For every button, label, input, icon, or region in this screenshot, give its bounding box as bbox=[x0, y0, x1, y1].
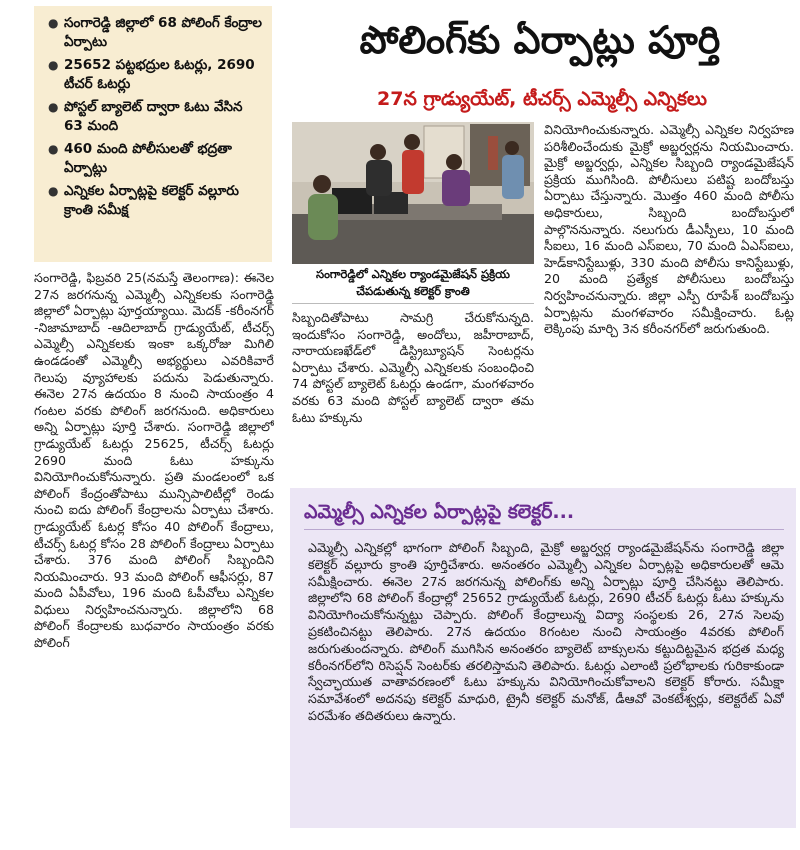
photo-caption: సంగారెడ్డిలో ఎన్నికల ర్యాండమైజేషన్ ప్రక్రియ చేపడుతున్న కలెక్టర్ క్రాంతి bbox=[292, 264, 534, 304]
collector-meeting-illustration bbox=[292, 122, 534, 264]
subheadline: 27న గ్రాడ్యుయేట్, టీచర్స్ ఎమ్మెల్సీ ఎన్నికలు bbox=[377, 88, 707, 110]
highlights-box bbox=[34, 6, 272, 262]
highlight-item: ● ఎన్నికల ఏర్పాట్లపై కలెక్టర్ వల్లూరు క్రాంతి సమీక్ష bbox=[48, 182, 264, 220]
box-body: ఎమ్మెల్సీ ఎన్నికల్లో భాగంగా పోలింగ్ సిబ్బంది, మైక్రో అబ్జర్వర్ల ర్యాండమైజేషన్‌ను సంగారెడ్డి జిల్లా కలెక్టర్ వల్లూరు క్రాంతి పూర్తిచేశారు. అనంతరం ఎమ్మెల్సీ ఎన్నికల ఏర్పాట్లపై అధికారులతో ఆమె సమీక్షించారు. ఈనెల 27న జరగనున్న పోలింగ్‌కు అన్ని ఏర్పాట్లు పూర్తి చేసినట్టు తెలిపారు. జిల్లాలోని 68 పోలింగ్ కేంద్రాల్లో 25652 గ్రాడ్యుయేట్ ఓటర్లు, 2690 టీచర్ ఓటర్లు ఓటు హక్కును వినియోగించుకోనున్నట్టు చెప్పారు. పోలింగ్ కేంద్రాలున్న విద్యా సంస్థలకు 26, 27న సెలవు ప్రకటించినట్టు తెలిపారు. 27న ఉదయం 8గంటల నుంచి సాయంత్రం 4వరకు పోలింగ్ జరుగుతుందన్నారు. పోలింగ్ ముగిసిన అనంతరం బ్యాలెట్ బాక్సులను కట్టుదిట్టమైన భద్రత మధ్య కరీంనగర్‌లోని రిసెప్షన్ సెంటర్‌కు తరలిస్తామని తెలిపారు. ఓటర్లు ఎలాంటి ప్రలోభాలకు గురికాకుండా స్వేచ్ఛాయుత వాతావరణంలో ఓటు హక్కును వినియోగించుకోవాలని కలెక్టర్ కోరారు. సమీక్షా సమావేశంలో అదనపు కలెక్టర్ మాధురి, ట్రైనీ కలెక్టర్ మనోజ్, డీఆవో వెంకటేశ్వర్లు, కలెక్టరేట్ ఏవో పరమేశం తదితరులు ఉన్నారు. bbox=[308, 540, 784, 723]
highlights-list bbox=[48, 14, 264, 220]
collector-review-box bbox=[290, 488, 796, 828]
article-column-3: వినియోగించుకున్నారు. ఎమ్మెల్సీ ఎన్నికల నిర్వహణ పరిశీలించేందుకు మైక్రో అబ్జర్వర్లను నియమించారు. మైక్రో అబ్జర్వర్లు, ఎన్నికల సిబ్బంది ర్యాండమైజేషన్ ప్రక్రియ ముగిసింది. పోలీసులు పటిష్ట బందోబస్తు ఏర్పాటు చేస్తున్నారు. మొత్తం 460 మంది పోలీసు అధికారులు, సిబ్బంది బందోబస్తులో పాల్గొననున్నారు. నలుగురు డీఎస్పీలు, 10 మంది సీఐలు, 16 మంది ఎస్ఐలు, 70 మంది ఏఎస్ఐలు, హెడ్‌కానిస్టేబుళ్లు, 330 మంది పోలీసు కానిస్టేబుళ్లు, 20 మంది ప్రత్యేక పోలీసులు బందోబస్తు నిర్వహించనున్నారు. జిల్లా ఎస్పీ రూపేశ్ బందోబస్తు ఏర్పాట్లను మంగళవారం సమీక్షించారు. ఓట్ల లెక్కింపు మార్చి 3న కరీంనగర్‌లో జరుగుతుంది. bbox=[544, 122, 794, 337]
highlight-item: ● పోస్టల్ బ్యాలెట్ ద్వారా ఓటు వేసిన 63 మంది bbox=[48, 98, 264, 136]
article-column-1: సంగారెడ్డి, ఫిబ్రవరి 25(నమస్తే తెలంగాణ): ఈనెల 27న జరగనున్న ఎమ్మెల్సీ ఎన్నికలకు సంగారెడ్డి జిల్లాలో ఏర్పాట్లు పూర్తయ్యాయి. మెదక్ -కరీంనగర్ -నిజామాబాద్ -ఆదిలాబాద్ గ్రాడ్యుయేట్, టీచర్స్ ఎమ్మెల్సీ ఎన్నికలకు ఇంకా ఒక్కరోజు మిగిలి ఉండడంతో ఎమ్మెల్సీ అభ్యర్థులు ఎవరికివారే గెలుపు వ్యూహాలకు పదును పెడుతున్నారు. ఈనెల 27న ఉదయం 8 నుంచి సాయంత్రం 4 గంటల వరకు పోలింగ్ జరగనుంది. అధికారులు అన్ని ఏర్పాట్లు పూర్తి చేశారు. సంగారెడ్డి జిల్లాలో గ్రాడ్యుయేట్ ఓటర్లు 25625, టీచర్స్ ఓటర్లు 2690 మంది ఓటు హక్కును వినియోగించుకోనున్నారు. ప్రతి మండలంలో ఒక పోలింగ్ కేంద్రంతోపాటు మున్సిపాలిటీల్లో రెండు నుంచి ఐదు పోలింగ్ కేంద్రాలను ఏర్పాటు చేశారు. గ్రాడ్యుయేట్ ఓటర్ల కోసం 40 పోలింగ్ కేంద్రాలు, టీచర్స్ ఓటర్ల కోసం 28 పోలింగ్ కేంద్రాలు ఏర్పాటు చేశారు. 376 మంది పోలింగ్ సిబ్బందిని నియమించారు. 93 మంది పోలింగ్ ఆఫీసర్లు, 87 మంది ఏపీవోలు, 196 మంది ఓపీవోలు ఎన్నికల విధులు నిర్వహించనున్నారు. జిల్లాలోని 68 పోలింగ్ కేంద్రాలకు బుధవారం సాయంత్రం వరకు పోలింగ్ bbox=[34, 270, 274, 651]
headline: పోలింగ్‌కు ఏర్పాట్లు పూర్తి bbox=[359, 18, 721, 62]
article-column-2: సిబ్బందితోపాటు సామగ్రి చేరుకోనున్నది. ఇందుకోసం సంగారెడ్డి, అందోలు, జహీరాబాద్, నారాయణఖేడ్‌లో డిస్ట్రిబ్యూషన్ సెంటర్లను ఏర్పాటు చేశారు. ఎమ్మెల్సీ ఎన్నికలకు సంబంధించి 74 పోస్టల్ బ్యాలెట్ ఓటర్లు ఉండగా, మంగళవారం వరకు 63 మంది పోస్టల్ బ్యాలెట్ ద్వారా తమ ఓటు హక్కును bbox=[292, 310, 534, 425]
highlight-item: ● 25652 పట్టభద్రుల ఓటర్లు, 2690 టీచర్ ఓటర్లు bbox=[48, 56, 264, 94]
highlight-item: ● 460 మంది పోలీసులతో భద్రతా ఏర్పాట్లు bbox=[48, 140, 264, 178]
news-photo bbox=[292, 122, 534, 264]
box-title: ఎమ్మెల్సీ ఎన్నికల ఏర్పాట్లపై కలెక్టర్... bbox=[304, 494, 784, 530]
highlight-item: ● సంగారెడ్డి జిల్లాలో 68 పోలింగ్ కేంద్రాల ఏర్పాటు bbox=[48, 14, 264, 52]
